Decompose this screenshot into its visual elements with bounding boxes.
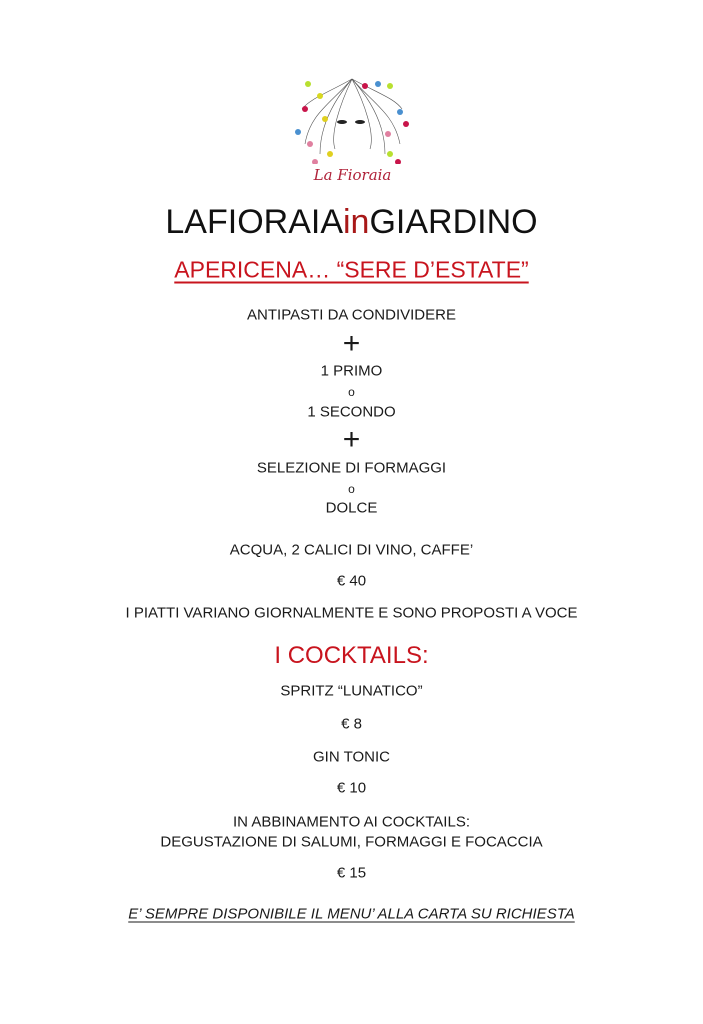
flower-hair-illustration [290, 74, 415, 164]
cocktail-spritz-price: € 8 [341, 715, 362, 733]
cocktails-heading: I COCKTAILS: [274, 642, 429, 669]
menu-dolce: DOLCE [325, 499, 378, 517]
pairing-line-2: DEGUSTAZIONE DI SALUMI, FORMAGGI E FOCACCIA [160, 833, 543, 851]
subtitle: APERICENA… “SERE D’ESTATE” [174, 256, 529, 283]
or-text: o [348, 482, 355, 496]
footer-note: E’ SEMPRE DISPONIBILE IL MENU’ ALLA CARTA SU RICHIESTA [128, 905, 575, 923]
title-part-1: LAFIORAIA [165, 203, 343, 241]
logo [290, 74, 415, 186]
or-text: o [348, 385, 355, 399]
cocktail-gin-price: € 10 [336, 779, 367, 797]
menu-drinks: ACQUA, 2 CALICI DI VINO, CAFFE’ [229, 541, 474, 559]
menu-secondo: 1 SECONDO [307, 403, 396, 421]
pairing-price: € 15 [336, 864, 367, 882]
menu-antipasti: ANTIPASTI DA CONDIVIDERE [247, 306, 456, 324]
cocktail-spritz: SPRITZ “LUNATICO” [280, 682, 423, 700]
menu-note: I PIATTI VARIANO GIORNALMENTE E SONO PROPOSTI A VOCE [125, 604, 578, 622]
menu-price: € 40 [336, 572, 367, 590]
menu-formaggi: SELEZIONE DI FORMAGGI [256, 459, 447, 477]
pairing-line-1: IN ABBINAMENTO AI COCKTAILS: [232, 813, 470, 831]
title-part-3: GIARDINO [369, 203, 538, 241]
title-part-2: in [343, 203, 370, 241]
plus-sign: + [342, 423, 361, 456]
menu-primo: 1 PRIMO [320, 362, 383, 380]
logo-text: La Fioraia [313, 166, 392, 184]
page-title [0, 205, 703, 239]
cocktail-gin: GIN TONIC [313, 748, 390, 766]
plus-sign: + [342, 327, 361, 360]
